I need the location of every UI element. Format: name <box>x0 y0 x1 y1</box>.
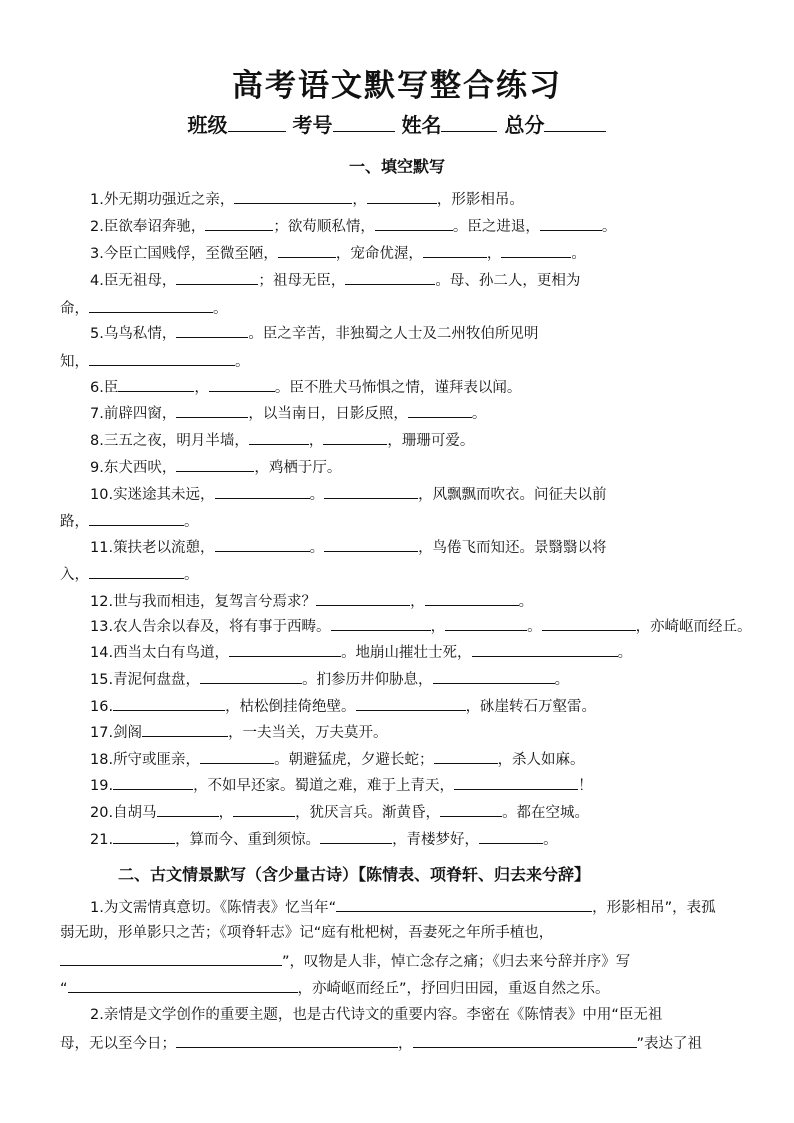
s1-item-12-line-1 <box>90 590 533 612</box>
s1-item-10-line-2 <box>60 510 199 532</box>
question-text: 为文需情真意切。《陈情表》忆当年“ <box>103 900 337 916</box>
answer-blank[interactable] <box>89 350 235 366</box>
answer-blank[interactable] <box>542 615 636 631</box>
answer-blank[interactable] <box>331 615 431 631</box>
question-text: 命， <box>60 301 89 317</box>
question-text: 。扪参历井仰胁息， <box>302 672 433 688</box>
question-text: ，一夫当关，万夫莫开。 <box>228 725 388 741</box>
question-text: 自胡马 <box>113 805 157 821</box>
s1-item-13-line-1 <box>90 615 752 637</box>
question-text: ，以当南日，日影反照， <box>248 406 408 422</box>
answer-blank[interactable] <box>234 188 352 204</box>
question-text: 臣欲奉诏奔驰， <box>103 219 206 235</box>
question-text: 世与我而相违，复驾言兮焉求？ <box>113 594 317 610</box>
question-text: 前辟四窗， <box>103 406 177 422</box>
question-text: 剑阁 <box>113 725 143 741</box>
s1-item-number: 13. <box>90 619 114 635</box>
question-text: 。臣不胜犬马怖惧之情，谨拜表以闻。 <box>274 380 522 396</box>
class-label: 班级 <box>187 113 228 137</box>
student-info-row <box>0 109 794 138</box>
s2-item-1-line-2 <box>60 923 553 943</box>
question-text: 今臣亡国贱俘，至微至陋， <box>103 246 278 262</box>
answer-blank[interactable] <box>205 215 273 231</box>
question-text: 乌鸟私情， <box>103 326 177 342</box>
question-text: ， <box>308 433 324 449</box>
answer-blank[interactable] <box>324 536 418 552</box>
answer-blank[interactable] <box>440 801 502 817</box>
section2-heading: 二、古文情景默写（含少量古诗）【陈情表、项脊轩、归去来兮辞】 <box>118 865 591 884</box>
answer-blank[interactable] <box>89 510 184 526</box>
question-text: ；祖母无臣， <box>258 273 346 289</box>
question-text: ，鸡栖于厅。 <box>254 460 342 476</box>
answer-blank[interactable] <box>345 269 435 285</box>
question-text: ，青楼梦好， <box>392 832 480 848</box>
question-text: ，亦崎岖而经丘”，抒回归田园，重返自然之乐。 <box>297 981 610 997</box>
answer-blank[interactable] <box>413 1032 637 1048</box>
s2-item-1-line-4 <box>60 977 610 999</box>
answer-blank[interactable] <box>113 774 193 790</box>
question-text: 三五之夜，明月半墙， <box>103 433 249 449</box>
answer-blank[interactable] <box>60 950 282 966</box>
answer-blank[interactable] <box>316 590 410 606</box>
answer-blank[interactable] <box>176 1032 398 1048</box>
question-text: ！ <box>578 778 593 794</box>
section1-heading: 一、填空默写 <box>348 157 445 176</box>
question-text: ， <box>486 246 502 262</box>
s2-item-1-line-1 <box>90 896 716 918</box>
question-text: ，枯松倒挂倚绝壁。 <box>225 699 356 715</box>
question-text: 路， <box>60 514 89 530</box>
answer-blank[interactable] <box>454 774 578 790</box>
s1-item-number: 21. <box>90 832 114 848</box>
s1-item-19-line-1 <box>90 774 593 796</box>
s1-item-number: 9. <box>90 460 104 476</box>
question-text: 。 <box>617 645 633 661</box>
answer-blank[interactable] <box>472 641 618 657</box>
question-text: ”表达了祖 <box>636 1036 703 1052</box>
s1-item-number: 18. <box>90 752 114 768</box>
name-label: 姓名 <box>401 113 442 137</box>
question-text: 所守或匪亲， <box>113 752 201 768</box>
question-text: 。 <box>184 514 199 530</box>
question-text: 实迷途其未远， <box>113 487 215 503</box>
s1-item-number: 17. <box>90 725 114 741</box>
answer-blank[interactable] <box>445 615 527 631</box>
s1-item-1-line-1 <box>90 188 524 210</box>
question-text: ，砯崖转石万壑雷。 <box>465 699 597 715</box>
answer-blank[interactable] <box>433 668 555 684</box>
answer-blank[interactable] <box>375 215 453 231</box>
name-blank[interactable] <box>441 113 497 132</box>
question-text: ，风飘飘而吹衣。问征夫以前 <box>418 487 607 503</box>
question-text: 入， <box>60 567 89 583</box>
question-text: ， <box>398 1036 413 1052</box>
answer-blank[interactable] <box>176 269 258 285</box>
s1-item-number: 7. <box>90 406 104 422</box>
question-text: ，犹厌言兵。渐黄昏， <box>295 805 441 821</box>
question-text: ，亦崎岖而经丘。 <box>635 619 752 635</box>
question-text: 。朝避猛虎，夕避长蛇； <box>274 752 434 768</box>
question-text: 知， <box>60 354 89 370</box>
question-text: 。 <box>235 354 250 370</box>
answer-blank[interactable] <box>209 376 275 392</box>
question-text: 臣 <box>103 380 119 396</box>
question-text: 青泥何盘盘， <box>113 672 201 688</box>
s1-item-number: 4. <box>90 273 104 289</box>
question-text: ；欲苟顺私情， <box>273 219 375 235</box>
question-text: ， <box>410 594 425 610</box>
question-text: 。母、孙二人，更相为 <box>435 273 581 289</box>
question-text: 。 <box>309 487 325 503</box>
answer-blank[interactable] <box>215 483 310 499</box>
answer-blank[interactable] <box>113 695 225 711</box>
page-title: 高考语文默写整合练习 <box>232 68 562 104</box>
s1-item-4-line-2 <box>60 297 228 319</box>
s2-item-1-line-3 <box>60 950 630 972</box>
class-blank[interactable] <box>228 113 286 132</box>
s1-item-number: 11. <box>90 540 114 556</box>
s1-item-5-line-2 <box>60 350 250 372</box>
s1-item-15-line-1 <box>90 668 569 690</box>
answer-blank[interactable] <box>278 242 336 258</box>
exam-no-label: 考号 <box>292 113 333 137</box>
answer-blank[interactable] <box>229 641 341 657</box>
s1-item-number: 12. <box>90 594 114 610</box>
s1-item-10-line-1 <box>90 483 607 505</box>
question-text: 。 <box>213 301 228 317</box>
question-text: ”，叹物是人非，悼亡念存之痛；《归去来兮辞并序》写 <box>282 954 631 970</box>
answer-blank[interactable] <box>320 828 392 844</box>
s1-item-21-line-1 <box>90 828 558 850</box>
answer-blank[interactable] <box>113 828 175 844</box>
answer-blank[interactable] <box>176 322 248 338</box>
s1-item-11-line-2 <box>60 563 199 585</box>
question-text: 。 <box>543 832 558 848</box>
question-text: 策扶老以流憩， <box>113 540 215 556</box>
answer-blank[interactable] <box>367 188 437 204</box>
s2-item-2-line-1 <box>90 1005 662 1025</box>
answer-blank[interactable] <box>118 376 194 392</box>
s1-item-number: 2. <box>90 219 104 235</box>
answer-blank[interactable] <box>540 215 602 231</box>
score-blank[interactable] <box>544 113 606 132</box>
s1-item-7-line-1 <box>90 402 486 424</box>
s1-item-number: 14. <box>90 645 114 661</box>
question-text: 臣无祖母， <box>103 273 177 289</box>
question-text: ，珊珊可爱。 <box>387 433 475 449</box>
answer-blank[interactable] <box>89 563 184 579</box>
answer-blank[interactable] <box>68 977 298 993</box>
s1-item-number: 3. <box>90 246 104 262</box>
s1-item-number: 6. <box>90 380 104 396</box>
s1-item-9-line-1 <box>90 456 341 478</box>
question-text: 弱无助，形单影只之苦；《项脊轩志》记“庭有枇杷树，吾妻死之年所手植也， <box>60 925 554 941</box>
s1-item-16-line-1 <box>90 695 596 717</box>
s1-item-5-line-1 <box>90 322 538 344</box>
answer-blank[interactable] <box>425 590 519 606</box>
question-text: 。 <box>309 540 325 556</box>
s1-item-number: 1. <box>90 192 104 208</box>
answer-blank[interactable] <box>200 668 302 684</box>
answer-blank[interactable] <box>249 429 309 445</box>
question-text: ， <box>430 619 446 635</box>
question-text: 。 <box>554 672 570 688</box>
exam-no-blank[interactable] <box>333 113 395 132</box>
s2-item-number: 1. <box>90 900 104 916</box>
question-text: ，算而今、重到须惊。 <box>175 832 321 848</box>
s1-item-18-line-1 <box>90 748 585 770</box>
question-text: ，杀人如麻。 <box>497 752 585 768</box>
question-text: ，宠命优渥， <box>335 246 423 262</box>
s1-item-number: 10. <box>90 487 114 503</box>
question-text: ，形影相吊。 <box>436 192 524 208</box>
question-text: 。 <box>518 594 534 610</box>
answer-blank[interactable] <box>200 748 274 764</box>
s1-item-6-line-1 <box>90 376 521 398</box>
question-text: 外无期功强近之亲， <box>103 192 235 208</box>
s1-item-3-line-1 <box>90 242 586 264</box>
s1-item-17-line-1 <box>90 721 388 743</box>
answer-blank[interactable] <box>356 695 466 711</box>
question-text: 西当太白有鸟道， <box>113 645 230 661</box>
s1-item-4-line-1 <box>90 269 580 291</box>
answer-blank[interactable] <box>501 242 571 258</box>
s1-item-number: 16. <box>90 699 114 715</box>
question-text: 。都在空城。 <box>502 805 590 821</box>
answer-blank[interactable] <box>336 896 592 912</box>
question-text: 农人告余以春及，将有事于西畴。 <box>113 619 331 635</box>
answer-blank[interactable] <box>479 828 543 844</box>
s1-item-11-line-1 <box>90 536 607 558</box>
answer-blank[interactable] <box>215 536 310 552</box>
question-text: 亲情是文学创作的重要主题，也是古代诗文的重要内容。李密在《陈情表》中用“臣无祖 <box>103 1007 663 1023</box>
question-text: 。 <box>471 406 487 422</box>
s1-item-20-line-1 <box>90 801 589 823</box>
score-label: 总分 <box>504 113 545 137</box>
question-text: ，不如早还家。蜀道之难，难于上青天， <box>193 778 455 794</box>
question-text: ， <box>218 805 234 821</box>
answer-blank[interactable] <box>176 456 254 472</box>
s1-item-number: 8. <box>90 433 104 449</box>
s1-item-number: 19. <box>90 778 114 794</box>
s2-item-2-line-2 <box>60 1032 702 1054</box>
answer-blank[interactable] <box>233 801 295 817</box>
question-text: 母，无以至今日； <box>60 1036 176 1052</box>
question-text: “ <box>60 981 68 997</box>
question-text: 东犬西吠， <box>103 460 177 476</box>
question-text: 。 <box>571 246 586 262</box>
s1-item-2-line-1 <box>90 215 616 237</box>
answer-blank[interactable] <box>434 748 498 764</box>
answer-blank[interactable] <box>142 721 228 737</box>
question-text: ， <box>352 192 367 208</box>
question-text: 。地崩山摧壮士死， <box>341 645 472 661</box>
s1-item-8-line-1 <box>90 429 474 451</box>
answer-blank[interactable] <box>423 242 487 258</box>
question-text: 。 <box>184 567 199 583</box>
answer-blank[interactable] <box>157 801 219 817</box>
question-text: 。臣之辛苦，非独蜀之人士及二州牧伯所见明 <box>248 326 539 342</box>
answer-blank[interactable] <box>89 297 213 313</box>
s2-item-number: 2. <box>90 1007 104 1023</box>
answer-blank[interactable] <box>323 429 387 445</box>
answer-blank[interactable] <box>408 402 472 418</box>
question-text: ，鸟倦飞而知还。景翳翳以将 <box>418 540 607 556</box>
question-text: 。臣之进退， <box>452 219 540 235</box>
question-text: ，形影相吊”，表孤 <box>592 900 716 916</box>
answer-blank[interactable] <box>176 402 248 418</box>
s1-item-14-line-1 <box>90 641 632 663</box>
answer-blank[interactable] <box>324 483 418 499</box>
s1-item-number: 5. <box>90 326 104 342</box>
question-text: 。 <box>601 219 617 235</box>
question-text: 。 <box>527 619 542 635</box>
s1-item-number: 20. <box>90 805 114 821</box>
question-text: ， <box>194 380 209 396</box>
s1-item-number: 15. <box>90 672 114 688</box>
